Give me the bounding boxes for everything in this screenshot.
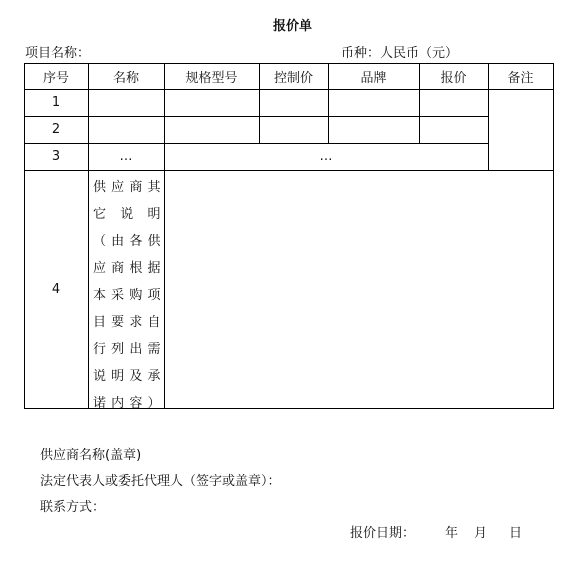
row-merged-ellipsis: … bbox=[319, 149, 333, 164]
note-line: 行列出需 bbox=[93, 342, 161, 357]
row-number: 4 bbox=[51, 281, 61, 297]
header-control-price: 控制价 bbox=[273, 70, 313, 86]
supplier-note-text bbox=[93, 174, 161, 417]
year-label: 年 bbox=[445, 526, 459, 541]
note-line: （由各供 bbox=[93, 234, 161, 249]
table-col-divider bbox=[164, 63, 165, 409]
row-name-ellipsis: … bbox=[119, 149, 133, 164]
page-title: 报价单 bbox=[272, 19, 312, 34]
quote-date bbox=[350, 522, 523, 541]
row-number: 3 bbox=[51, 149, 61, 164]
table-row-divider bbox=[24, 170, 554, 171]
table-border-right bbox=[553, 63, 554, 409]
table-row-divider bbox=[24, 89, 554, 90]
day-label: 日 bbox=[509, 526, 523, 541]
note-line: 它说明 bbox=[93, 207, 161, 222]
row-number: 1 bbox=[51, 95, 61, 110]
header-no: 序号 bbox=[42, 70, 69, 86]
header-brand: 品牌 bbox=[360, 70, 387, 86]
quote-date-label: 报价日期： bbox=[350, 526, 416, 541]
representative-label: 法定代表人或委托代理人（签字或盖章）： bbox=[40, 474, 281, 489]
note-line: 应商根据 bbox=[93, 261, 161, 276]
note-line: 说明及承 bbox=[93, 369, 161, 384]
header-spec-model: 规格型号 bbox=[185, 70, 238, 86]
note-line: 本采购项 bbox=[93, 288, 161, 303]
contact-label: 联系方式： bbox=[40, 500, 106, 515]
project-name-label: 项目名称： bbox=[25, 46, 91, 61]
header-remarks: 备注 bbox=[507, 70, 534, 86]
note-line: 供应商其 bbox=[93, 180, 161, 195]
header-name: 名称 bbox=[112, 70, 139, 86]
table-col-divider bbox=[88, 63, 89, 409]
note-line: 目要求自 bbox=[93, 315, 161, 330]
currency-label: 币种：人民币（元） bbox=[341, 46, 459, 61]
supplier-name-label: 供应商名称(盖章) bbox=[40, 448, 142, 463]
note-line: 诺内容） bbox=[93, 396, 161, 411]
month-label: 月 bbox=[474, 526, 488, 541]
header-quote: 报价 bbox=[440, 70, 467, 86]
row-number: 2 bbox=[51, 122, 61, 137]
